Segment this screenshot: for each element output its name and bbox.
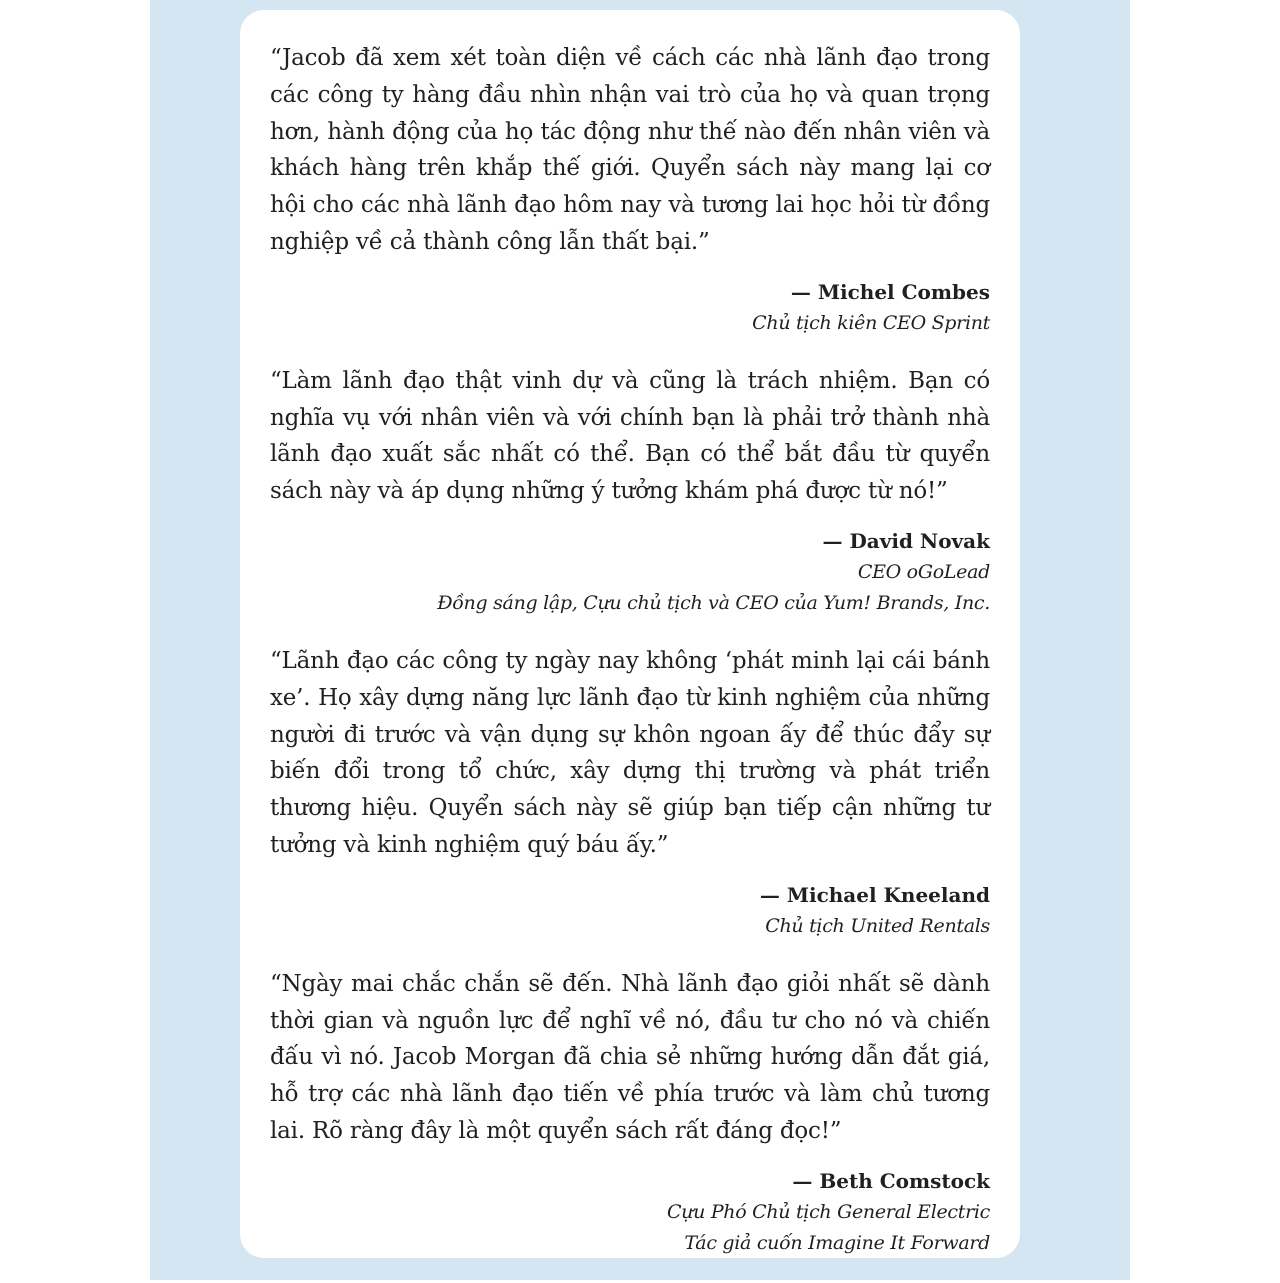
testimonial-card (240, 10, 1020, 1258)
testimonial-attribution (270, 880, 990, 942)
testimonials-list (270, 40, 990, 1283)
testimonial-quote: “Ngày mai chắc chắn sẽ đến. Nhà lãnh đạo giỏi nhất sẽ dành thời gian và nguồn lực để nghĩ về nó, đầu tư cho nó và chiến đấu vì nó. Jacob Morgan đã chia sẻ những hướng dẫn đắt giá, hỗ trợ các nhà lãnh đạo tiến về phía trước và làm chủ tương lai. Rõ ràng đây là một quyển sách rất đáng đọc!” (270, 970, 990, 1144)
testimonial-author: — Michael Kneeland (759, 882, 990, 907)
testimonial-attribution (270, 1166, 990, 1259)
testimonial-role: Cựu Phó Chủ tịch General Electric (666, 1200, 990, 1223)
testimonial-author: — David Novak (822, 528, 990, 553)
testimonial-role: Chủ tịch United Rentals (765, 914, 990, 937)
testimonial-role: Đồng sáng lập, Cựu chủ tịch và CEO của Yum! Brands, Inc. (437, 591, 990, 614)
testimonial-attribution (270, 277, 990, 339)
testimonial-author: — Michel Combes (790, 279, 990, 304)
testimonial-4 (270, 966, 990, 1259)
testimonial-quote: “Lãnh đạo các công ty ngày nay không ‘phát minh lại cái bánh xe’. Họ xây dựng năng lực lãnh đạo từ kinh nghiệm của những người đi trước và vận dụng sự khôn ngoan ấy để thúc đẩy sự biến đổi trong tổ chức, xây dựng thị trường và phát triển thương hiệu. Quyển sách này sẽ giúp bạn tiếp cận những tư tưởng và kinh nghiệm quý báu ấy.” (270, 647, 990, 858)
testimonial-role: Tác giả cuốn Imagine It Forward (684, 1231, 990, 1254)
testimonial-1 (270, 40, 990, 339)
testimonial-2 (270, 363, 990, 619)
testimonial-author: — Beth Comstock (792, 1168, 990, 1193)
testimonial-role: CEO oGoLead (857, 560, 990, 583)
testimonial-quote: “Jacob đã xem xét toàn diện về cách các nhà lãnh đạo trong các công ty hàng đầu nhìn nhận vai trò của họ và quan trọng hơn, hành động của họ tác động như thế nào đến nhân viên và khách hàng trên khắp thế giới. Quyển sách này mang lại cơ hội cho các nhà lãnh đạo hôm nay và tương lai học hỏi từ đồng nghiệp về cả thành công lẫn thất bại.” (270, 45, 990, 255)
testimonial-role: Chủ tịch kiên CEO Sprint (752, 311, 990, 334)
testimonial-3 (270, 643, 990, 942)
testimonial-attribution (270, 526, 990, 619)
testimonial-quote: “Làm lãnh đạo thật vinh dự và cũng là trách nhiệm. Bạn có nghĩa vụ với nhân viên và với chính bạn là phải trở thành nhà lãnh đạo xuất sắc nhất có thể. Bạn có thể bắt đầu từ quyển sách này và áp dụng những ý tưởng khám phá được từ nó!” (270, 367, 990, 505)
